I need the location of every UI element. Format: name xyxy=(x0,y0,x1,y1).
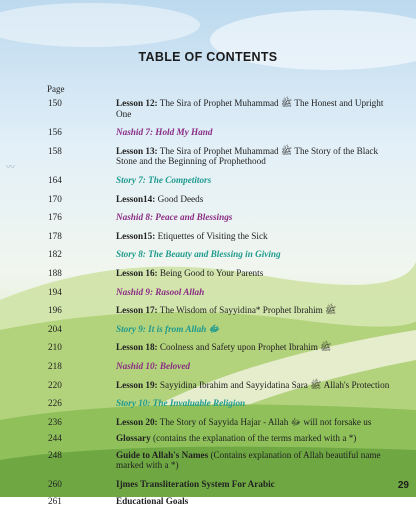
toc-entry-text: Sayyidina Ibrahim and Sayyidatina Sara ﷺ Allah's Protection xyxy=(157,379,390,390)
toc-entry-title xyxy=(116,342,391,353)
toc-page-number: 226 xyxy=(48,398,62,409)
toc-entry-text: (Contains explanation of Allah beautiful name marked with a *) xyxy=(116,449,381,471)
toc-entry-title xyxy=(116,127,391,138)
toc-entry-title xyxy=(116,146,391,167)
toc-entry-text: The Wisdom of Sayyidina* Prophet Ibrahim ﷺ xyxy=(157,305,337,316)
toc-page-number: 178 xyxy=(48,230,62,241)
toc-entry xyxy=(0,175,416,186)
toc-entry-text: Nashid 7: Hold My Hand xyxy=(116,127,213,138)
toc-entry-title xyxy=(116,398,391,409)
toc-page-number: 164 xyxy=(48,174,62,185)
toc-entry-text: Etiquettes of Visiting the Sick xyxy=(155,230,268,241)
toc-entry-text: Nashid 9: Rasool Allah xyxy=(116,286,205,297)
toc-page-number: 170 xyxy=(48,193,62,204)
toc-entry xyxy=(0,417,416,428)
toc-entry xyxy=(0,398,416,409)
toc-page-number: 156 xyxy=(48,127,62,138)
toc-entry-label: Educational Goals xyxy=(116,495,189,506)
toc-entry-label: Glossary xyxy=(116,433,151,444)
toc-entry-label: Lesson 17: xyxy=(116,305,158,316)
toc-entry-label: Lesson 16: xyxy=(116,267,158,278)
toc-page-number: 188 xyxy=(48,267,62,278)
toc-page-number: 194 xyxy=(48,286,62,297)
toc-page-number: 182 xyxy=(48,249,62,260)
toc-entry-label: Lesson14: xyxy=(116,193,156,204)
toc-entry-title xyxy=(116,249,391,260)
toc-entry-title xyxy=(116,231,391,242)
toc-entry xyxy=(0,127,416,138)
toc-entry xyxy=(0,212,416,223)
toc-page-number: 248 xyxy=(48,449,62,460)
toc-entry-text: Coolness and Safety upon Prophet Ibrahim ﷺ xyxy=(157,342,332,353)
toc-entry-title xyxy=(116,417,391,428)
toc-entry-title xyxy=(116,305,391,316)
toc-entry-text: The Story of Sayyida Hajar - Allah ﷻ will not forsake us xyxy=(157,416,372,427)
toc-page-number: 196 xyxy=(48,305,62,316)
toc-entry-label: Lesson15: xyxy=(116,230,156,241)
page-column-header: Page xyxy=(47,84,65,94)
toc-entry-text: Story 9: It is from Allah ﷻ xyxy=(116,323,219,334)
bird-icon: 〰 xyxy=(6,162,16,172)
toc-entry xyxy=(0,249,416,260)
page-title: TABLE OF CONTENTS xyxy=(138,50,278,64)
toc-entry-label: Ijmes Transliteration System For Arabic xyxy=(116,479,275,490)
toc-entry xyxy=(0,98,416,119)
toc-entry-text: Story 10: The Invaluable Religion xyxy=(116,398,246,409)
toc-entry-label: Lesson 20: xyxy=(116,416,158,427)
toc-entry-text: The Sira of Prophet Muhammad ﷺ The Story of the Black Stone and the Beginning of Prophethood xyxy=(116,145,379,167)
toc-entry xyxy=(0,450,416,471)
toc-list xyxy=(0,98,416,506)
toc-page-number: 150 xyxy=(48,98,62,108)
toc-entry-title xyxy=(116,194,391,205)
toc-entry-title xyxy=(116,496,391,506)
toc-entry-title xyxy=(116,324,391,335)
toc-entry-title xyxy=(116,268,391,279)
toc-entry-text: Story 8: The Beauty and Blessing in Giving xyxy=(116,249,281,260)
toc-entry-title xyxy=(116,98,391,119)
toc-page-number: 218 xyxy=(48,360,62,371)
toc-page-number: 260 xyxy=(48,479,62,490)
toc-entry xyxy=(0,479,416,490)
toc-entry xyxy=(0,342,416,353)
toc-entry-text: Story 7: The Competitors xyxy=(116,174,212,185)
toc-page-number: 158 xyxy=(48,145,62,156)
toc-entry-title xyxy=(116,380,391,391)
toc-entry xyxy=(0,361,416,372)
toc-entry xyxy=(0,324,416,335)
page-number: 29 xyxy=(397,480,409,491)
toc-page-number: 220 xyxy=(48,379,62,390)
toc-page-number: 204 xyxy=(48,323,62,334)
toc-entry-text: Nashid 10: Beloved xyxy=(116,360,191,371)
toc-entry xyxy=(0,496,416,506)
toc-entry-title xyxy=(116,361,391,372)
toc-entry xyxy=(0,194,416,205)
toc-entry-text: Good Deeds xyxy=(155,193,204,204)
toc-entry-text: (contains the explanation of the terms marked with a *) xyxy=(150,433,357,444)
toc-entry-label: Lesson 13: xyxy=(116,145,158,156)
toc-entry xyxy=(0,287,416,298)
toc-entry-text: Being Good to Your Parents xyxy=(157,267,264,278)
toc-entry xyxy=(0,268,416,279)
toc-entry xyxy=(0,380,416,391)
toc-entry-title xyxy=(116,479,391,490)
toc-entry-title xyxy=(116,433,391,444)
toc-page-number: 244 xyxy=(48,433,62,444)
toc-entry-label: Lesson 18: xyxy=(116,342,158,353)
toc-entry-title xyxy=(116,287,391,298)
toc-entry-label: Guide to Allah's Names xyxy=(116,449,209,460)
toc-entry-text: Nashid 8: Peace and Blessings xyxy=(116,212,233,223)
toc-entry xyxy=(0,231,416,242)
toc-entry-text: The Sira of Prophet Muhammad ﷺ The Honest and Upright One xyxy=(116,98,384,119)
toc-entry xyxy=(0,433,416,444)
toc-page-number: 261 xyxy=(48,495,62,506)
toc-page-number: 236 xyxy=(48,416,62,427)
toc-entry-label: Lesson 19: xyxy=(116,379,158,390)
toc-entry-title xyxy=(116,450,391,471)
toc-entry xyxy=(0,146,416,167)
toc-entry-title xyxy=(116,212,391,223)
toc-page-number: 176 xyxy=(48,212,62,223)
toc-entry-title xyxy=(116,175,391,186)
toc-page-number: 210 xyxy=(48,342,62,353)
toc-entry xyxy=(0,305,416,316)
toc-entry-label: Lesson 12: xyxy=(116,98,158,108)
